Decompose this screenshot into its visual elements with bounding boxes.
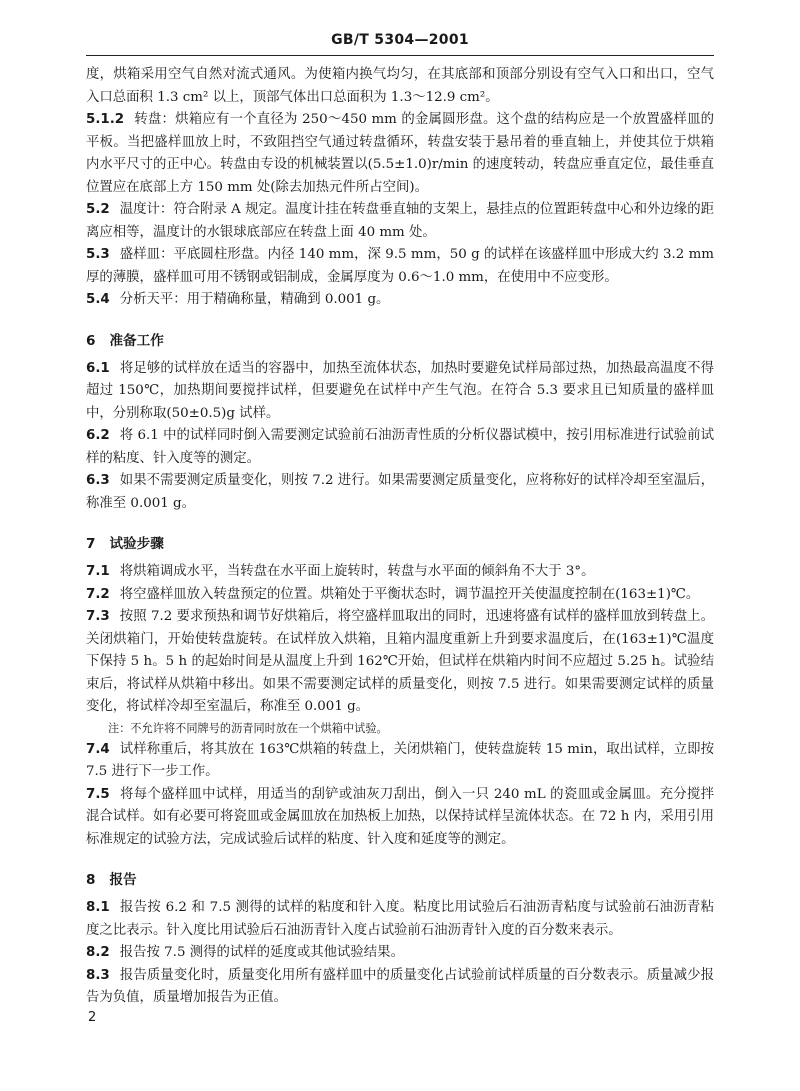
clause-number: 7.3 [86,609,110,624]
clause-5-1-2 [86,109,714,199]
clause-text: 如果不需要测定质量变化，则按 7.2 进行。如果需要测定质量变化，应将称好的试样冷却至室温后，称准至 0.001 g。 [86,473,714,511]
clause-number: 5.1.2 [86,112,125,127]
clause-6-1 [86,358,714,426]
clause-7-2 [86,584,714,607]
clause-7-1 [86,561,714,584]
section-heading-7 [86,533,714,555]
clause-number: 7.4 [86,741,110,757]
clause-number: 5.3 [86,247,110,262]
clause-5-2 [86,199,714,244]
clause-number: 8.2 [86,945,110,960]
header-rule [86,55,714,56]
clause-number: 6.2 [86,428,110,443]
clause-text: 试样称重后，将其放在 163℃烘箱的转盘上，关闭烘箱门，使转盘旋转 15 min，取出试样，立即按 7.5 进行下一步工作。 [86,741,714,779]
clause-number: 5.4 [86,292,110,307]
clause-number: 6.1 [86,360,110,376]
clause-text: 温度计：符合附录 A 规定。温度计挂在转盘垂直轴的支架上，悬挂点的位置距转盘中心和外边缘的距离应相等，温度计的水银球底部应在转盘上面 40 mm 处。 [86,202,714,240]
section-title: 试验步骤 [109,536,164,552]
clause-5-3 [86,244,714,289]
clause-7-5 [86,784,714,852]
clause-6-3 [86,470,714,515]
clause-7-4 [86,739,714,784]
clause-number: 7.5 [86,786,110,802]
clause-8-2 [86,942,714,965]
clause-number: 5.2 [86,202,110,217]
note-7-3: 注：不允许将不同牌号的沥青同时放在一个烘箱中试验。 [108,721,388,735]
clause-text: 报告按 7.5 测得的试样的延度或其他试验结果。 [119,945,404,960]
clause-text: 将烘箱调成水平，当转盘在水平面上旋转时，转盘与水平面的倾斜角不大于 3°。 [119,564,595,579]
clause-text: 按照 7.2 要求预热和调节好烘箱后，将空盛样皿取出的同时，迅速将盛有试样的盛样皿放到转盘上。关闭烘箱门，开始使转盘旋转。在试样放入烘箱，且箱内温度重新上升到要求温度后，在(163±1)℃温度下保持 5 h。5 h 的起始时间是从温度上升到 162℃开始，但试样在烘箱内时间不应超过 5.25 h。试验结束后，将试样从烘箱中移出。如果不需要测定试样的质量变化，则按 7.5 进行。如果需要测定试样的质量变化，将试样冷却至室温后，称准至 0.001 g。 [86,609,714,714]
standard-header: GB/T 5304—2001 [331,32,469,48]
document-page [86,30,714,1010]
clause-text: 报告质量变化时，质量变化用所有盛样皿中的质量变化占试验前试样质量的百分数表示。质量减少报告为负值，质量增加报告为正值。 [86,967,714,1005]
section-title: 准备工作 [109,332,164,349]
section-heading-6 [86,330,714,352]
clause-text: 报告按 6.2 和 7.5 测得的试样的粘度和针入度。粘度比用试验后石油沥青粘度与试验前石油沥青粘度之比表示。针入度比用试验后石油沥青针入度占试验前石油沥青针入度的百分数来表示。 [86,900,714,938]
clause-text: 将足够的试样放在适当的容器中，加热至流体状态，加热时要避免试样局部过热，加热最高温度不得超过 150℃，加热期间要搅拌试样，但要避免在试样中产生气泡。在符合 5.3 要求且已知质量的盛样皿中，分别称取(50±0.5)g 试样。 [86,360,714,421]
clause-text: 分析天平：用于精确称量，精确到 0.001 g。 [119,292,390,307]
clause-8-3 [86,965,714,1010]
clause-number: 7.2 [86,586,110,602]
clause-6-2 [86,425,714,470]
clause-text: 转盘：烘箱应有一个直径为 250～450 mm 的金属圆形盘。这个盘的结构应是一个放置盛样皿的平板。当把盛样皿放上时，不致阻挡空气通过转盘循环，转盘安装于悬吊着的垂直轴上，并使其位于烘箱内水平尺寸的正中心。转盘由专设的机械装置以(5.5±1.0)r/min 的速度转动，转盘应垂直定位，最佳垂直位置应在底部上方 150 mm 处(除去加热元件所占空间)。 [86,112,714,195]
clause-number: 7.1 [86,564,110,579]
paragraph-continuation: 度，烘箱采用空气自然对流式通风。为使箱内换气均匀，在其底部和顶部分别设有空气入口和出口，空气入口总面积 1.3 cm² 以上，顶部气体出口总面积为 1.3～12.9 cm²。 [86,67,714,105]
section-heading-8 [86,869,714,891]
clause-8-1 [86,897,714,942]
section-number: 6 [86,332,96,349]
clause-5-4 [86,289,714,312]
section-number: 7 [86,536,96,552]
clause-number: 6.3 [86,473,110,488]
clause-text: 将每个盛样皿中试样，用适当的刮铲或油灰刀刮出，倒入一只 240 mL 的瓷皿或金属皿。充分搅拌混合试样。如有必要可将瓷皿或金属皿放在加热板上加热，以保持试样呈流体状态。在 72 h 内，采用引用标准规定的试验方法，完成试验后试样的粘度、针入度和延度等的测定。 [86,786,714,847]
section-number: 8 [86,872,96,888]
clause-7-3 [86,606,714,719]
clause-text: 将 6.1 中的试样同时倒入需要测定试验前石油沥青性质的分析仪器试模中，按引用标准进行试验前试样的粘度、针入度等的测定。 [86,428,714,466]
clause-number: 8.3 [86,967,110,983]
clause-text: 将空盛样皿放入转盘预定的位置。烘箱处于平衡状态时，调节温控开关使温度控制在(163±1)℃。 [119,586,700,602]
clause-number: 8.1 [86,900,110,915]
page-number: 2 [88,1010,97,1025]
section-title: 报告 [109,872,137,888]
clause-text: 盛样皿：平底圆柱形盘。内径 140 mm，深 9.5 mm，50 g 的试样在该盛样皿中形成大约 3.2 mm 厚的薄膜，盛样皿可用不锈钢或铝制成，金属厚度为 0.6～1.0 mm，在使用中不应变形。 [86,247,714,285]
